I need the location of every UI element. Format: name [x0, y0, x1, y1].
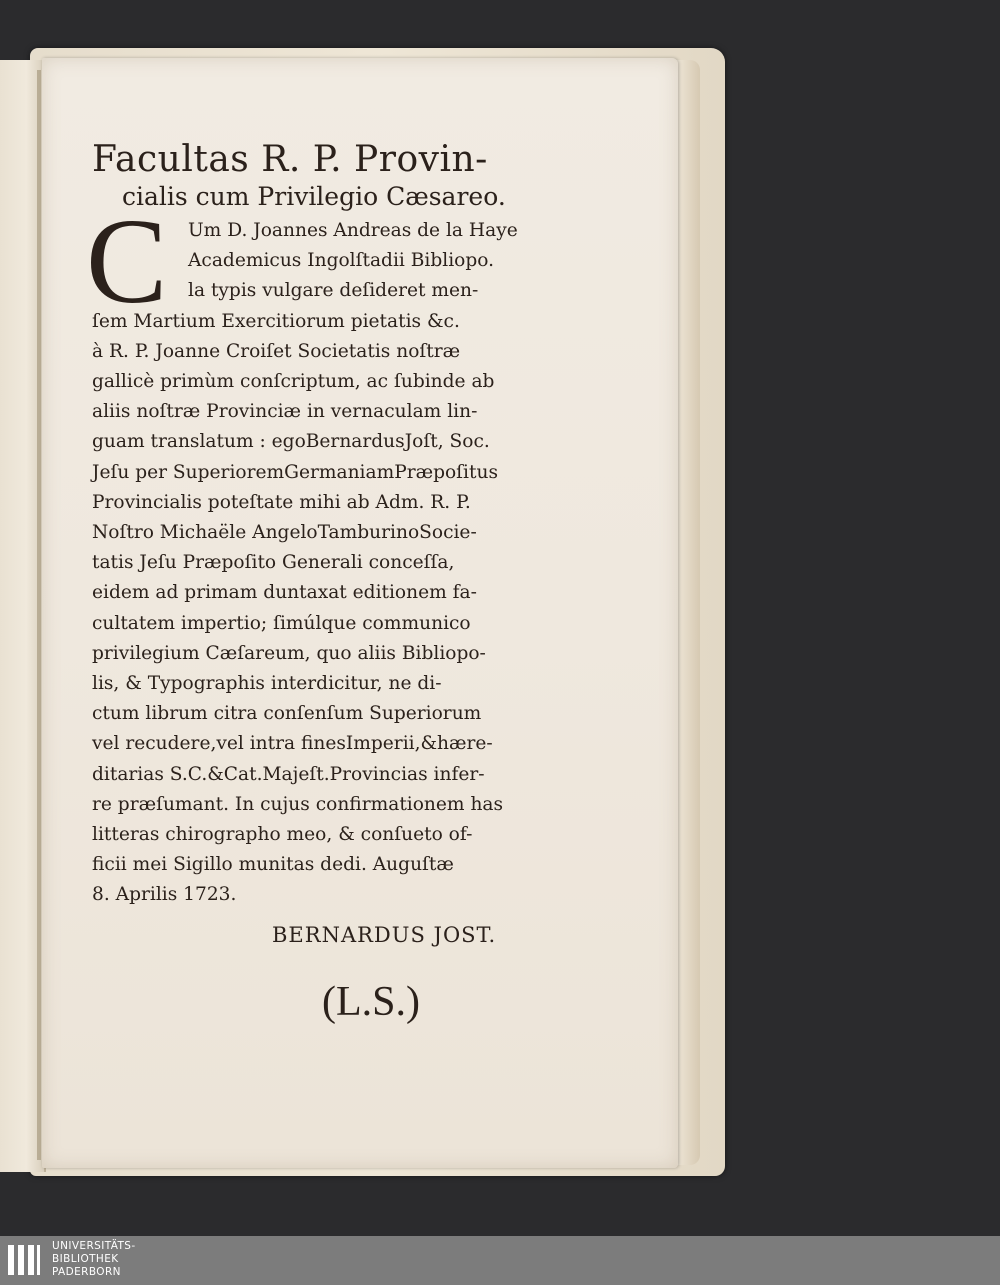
body-line: lis, & Typographis interdicitur, ne di-: [92, 673, 442, 695]
logo-line-3: PADERBORN: [52, 1266, 121, 1278]
body-line: eidem ad primam duntaxat editionem fa-: [92, 582, 477, 604]
body-line: re præſumant. In cujus confirmationem has: [92, 793, 504, 815]
title-line-2: cialis cum Privilegio Cæsareo.: [122, 182, 506, 211]
body-line: aliis noſtræ Provinciæ in vernaculam lin-: [92, 401, 478, 423]
body-line: ficii mei Sigillo munitas dedi. Auguſtæ: [92, 854, 454, 876]
drop-cap: C: [86, 194, 168, 329]
body-line: Academicus Ingolſtadii Bibliopo.: [188, 250, 495, 272]
signature: BERNARDUS JOST.: [272, 923, 497, 947]
body-line: ctum librum citra conſenſum Superiorum: [92, 703, 482, 725]
body-line: Provincialis poteſtate mihi ab Adm. R. P.: [92, 491, 471, 513]
body-line: ditarias S.C.&Cat.Majeſt.Provincias infer-: [92, 763, 485, 785]
body-line: ſem Martium Exercitiorum pietatis &c.: [92, 310, 460, 332]
body-line: tatis Jeſu Præpoſito Generali conceſſa,: [92, 552, 455, 574]
body-line: vel recudere,vel intra finesImperii,&hære-: [92, 733, 493, 755]
book-page: [42, 58, 678, 1168]
seal-mark: (L.S.): [322, 979, 420, 1025]
body-line: Jeſu per SuperioremGermaniamPræpoſitus: [92, 461, 498, 483]
body-line: Noſtro Michaële AngeloTamburinoSocie-: [92, 522, 477, 544]
body-line: la typis vulgare deſideret men-: [188, 280, 479, 302]
logo-line-2: BIBLIOTHEK: [52, 1253, 119, 1265]
library-footer: [0, 1236, 1000, 1285]
body-line: 8. Aprilis 1723.: [92, 884, 237, 906]
logo-line-1: UNIVERSITÄTS-: [52, 1240, 136, 1252]
body-line: à R. P. Joanne Croiſet Societatis noſtræ: [92, 340, 461, 362]
page-text: [86, 138, 544, 911]
body-line: litteras chirographo meo, & conſueto of-: [92, 824, 473, 846]
body-line: guam translatum : egoBernardusJoſt, Soc.: [92, 431, 490, 453]
library-name: [52, 1240, 136, 1279]
left-page-fragment: [0, 60, 46, 1172]
title-line-1: Facultas R. P. Provin-: [92, 139, 488, 180]
body-line: cultatem impertio; ſimúlque communico: [92, 612, 471, 634]
body-line: privilegium Cæſareum, quo aliis Bibliopo-: [92, 642, 486, 664]
ub-paderborn-logo-icon: [6, 1241, 42, 1279]
body-line: gallicè primùm conſcriptum, ac ſubinde ab: [92, 371, 495, 393]
body-line: Um D. Joannes Andreas de la Haye: [188, 220, 518, 241]
